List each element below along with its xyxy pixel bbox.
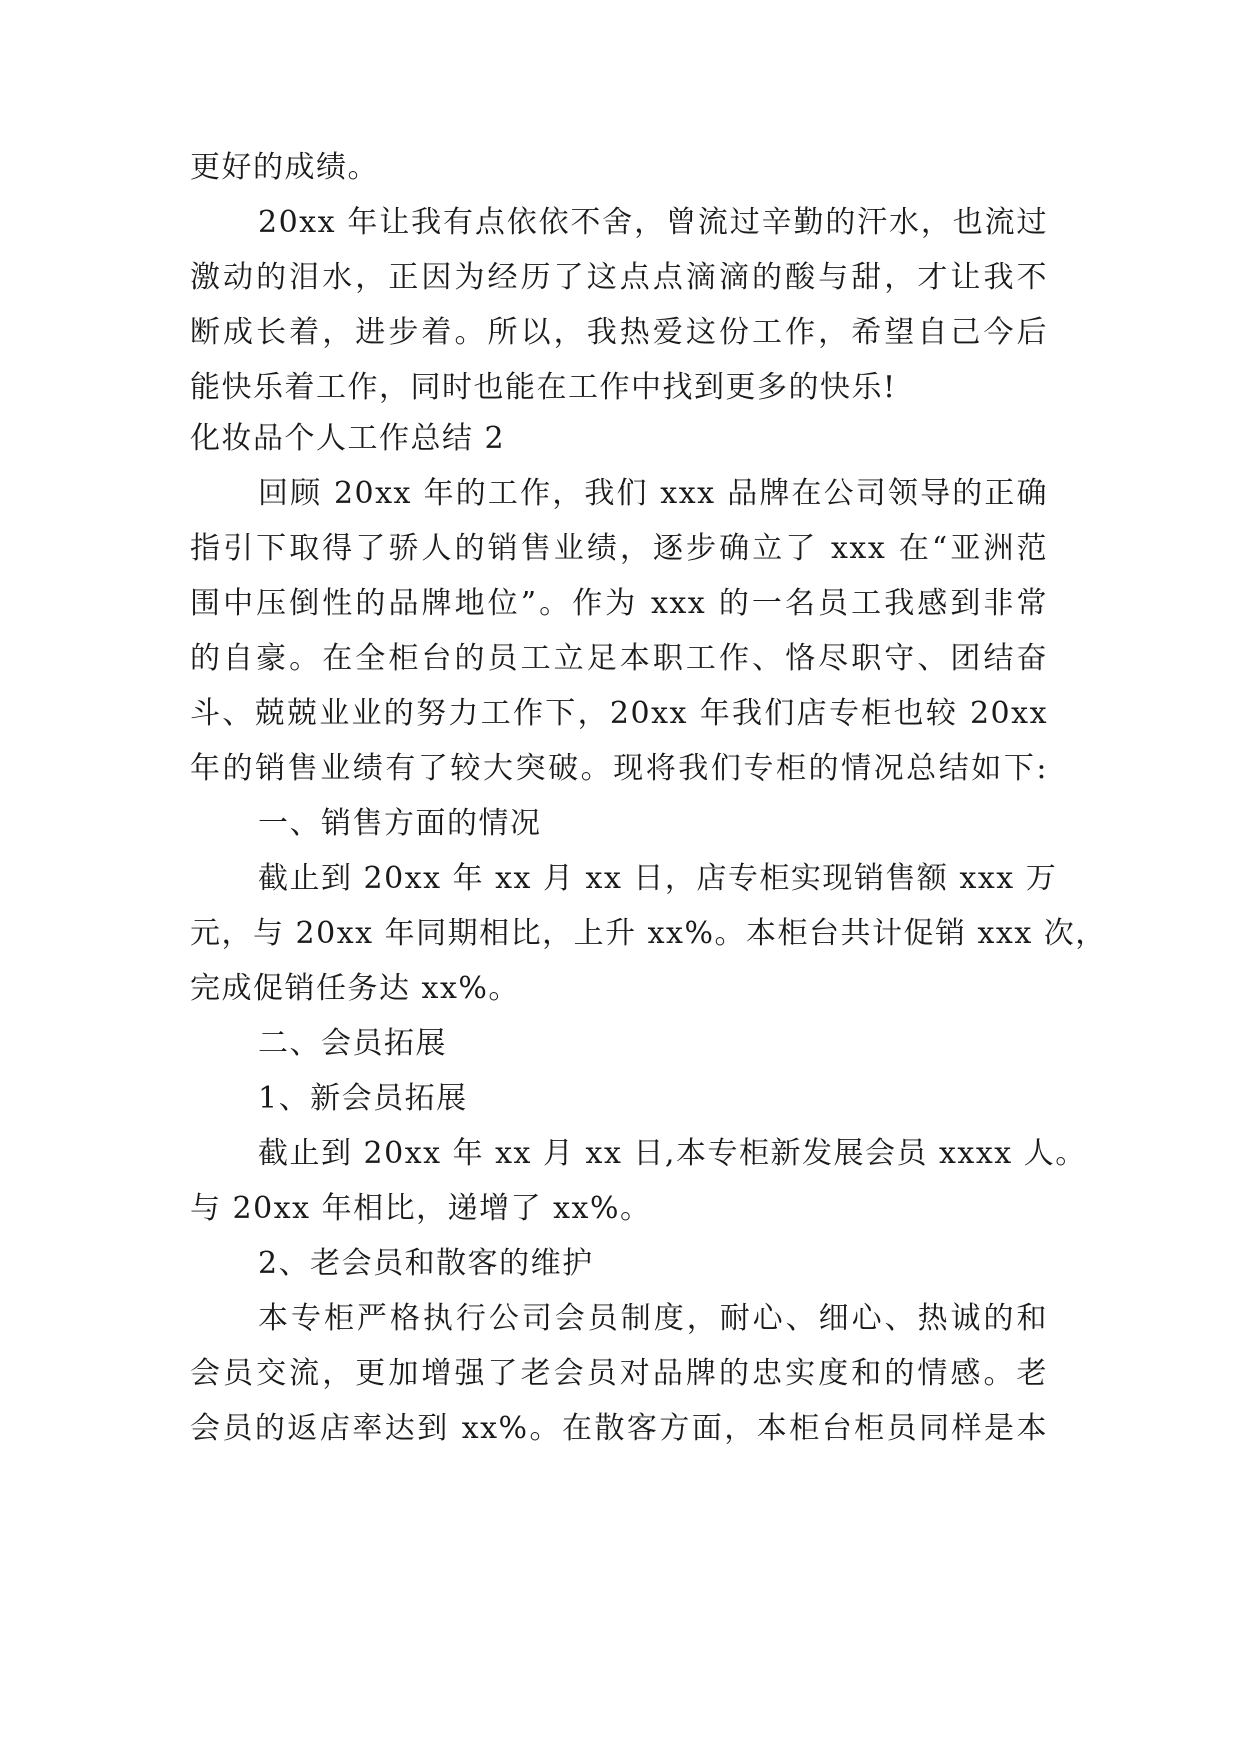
text-line: 截止到 20xx 年 xx 月 xx 日,本专柜新发展会员 xxxx 人。 [258, 1136, 1087, 1171]
text-line: 20xx 年让我有点依依不舍，曾流过辛勤的汗水，也流过 [258, 205, 1048, 240]
text-line: 斗、兢兢业业的努力工作下，20xx 年我们店专柜也较 20xx [190, 696, 1048, 731]
text-line: 与 20xx 年相比，递增了 xx%。 [190, 1191, 652, 1226]
text-line: 本专柜严格执行公司会员制度，耐心、细心、热诚的和 [258, 1301, 1048, 1336]
subheading: 二、会员拓展 [258, 1026, 447, 1061]
text-line: 能快乐着工作，同时也能在工作中找到更多的快乐! [190, 370, 897, 405]
text-line: 元，与 20xx 年同期相比，上升 xx%。本柜台共计促销 xxx 次， [190, 916, 1107, 951]
text-line: 年的销售业绩有了较大突破。现将我们专柜的情况总结如下: [190, 751, 1048, 786]
section-title: 化妆品个人工作总结 2 [190, 421, 506, 456]
text-line: 完成促销任务达 xx%。 [190, 971, 520, 1006]
text-line: 会员交流，更加增强了老会员对品牌的忠实度和的情感。老 [190, 1356, 1048, 1391]
text-line: 回顾 20xx 年的工作，我们 xxx 品牌在公司领导的正确 [258, 476, 1048, 511]
text-line: 截止到 20xx 年 xx 月 xx 日，店专柜实现销售额 xxx 万 [258, 861, 1058, 896]
text-line: 指引下取得了骄人的销售业绩，逐步确立了 xxx 在“亚洲范 [190, 531, 1048, 566]
text-line: 会员的返店率达到 xx%。在散客方面，本柜台柜员同样是本 [190, 1411, 1048, 1446]
text-line: 断成长着，进步着。所以，我热爱这份工作，希望自己今后 [190, 315, 1048, 350]
subheading: 2、老会员和散客的维护 [258, 1246, 594, 1281]
text-line: 围中压倒性的品牌地位”。作为 xxx 的一名员工我感到非常 [190, 586, 1048, 621]
subheading: 一、销售方面的情况 [258, 806, 542, 841]
subheading: 1、新会员拓展 [258, 1081, 468, 1116]
text-line: 激动的泪水，正因为经历了这点点滴滴的酸与甜，才让我不 [190, 260, 1048, 295]
text-line: 的自豪。在全柜台的员工立足本职工作、恪尽职守、团结奋 [190, 641, 1048, 676]
text-line: 更好的成绩。 [190, 150, 379, 185]
